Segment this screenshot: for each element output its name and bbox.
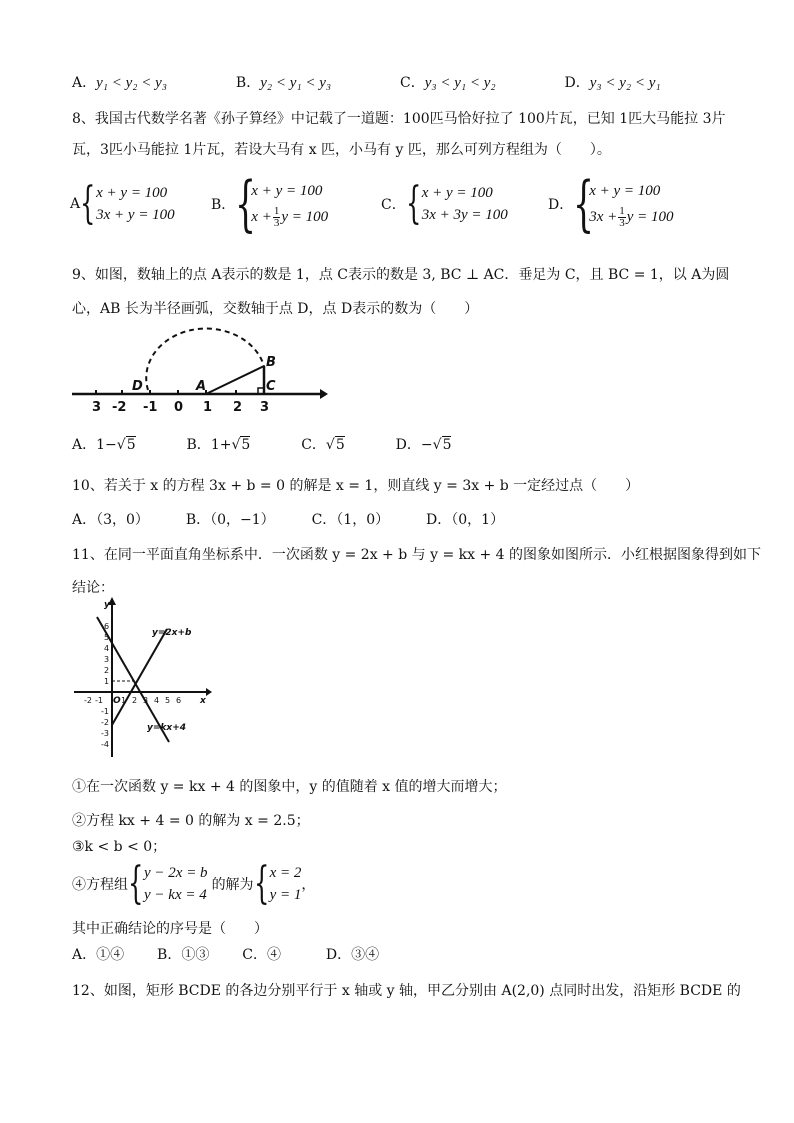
segment-ab	[206, 366, 264, 394]
q8-text-line2: 瓦，3匹小马能拉 1片瓦，若设大马有 x 匹，小马有 y 匹，那么可列方程组为（ ）。	[72, 142, 611, 158]
point-label-c: C	[266, 379, 276, 394]
q9-option-b: B．1+√5	[186, 437, 251, 453]
point-label-b: B	[266, 355, 276, 370]
axis-label-x: x	[200, 696, 206, 706]
q11-option-c: C．④	[242, 947, 281, 963]
y-tick-label: -3	[101, 729, 109, 738]
q8-text-line1: 8、我国古代数学名著《孙子算经》中记载了一道题：100匹马恰好拉了 100片瓦，已知 1匹大马能拉 3片	[72, 111, 726, 127]
q9-option-a: A．1−√5	[72, 437, 136, 453]
x-tick-label: 4	[154, 696, 160, 705]
q11-graph-figure	[72, 597, 212, 759]
q11-question: 其中正确结论的序号是（ ）	[72, 921, 268, 937]
label-y-kx-4: y=kx+4	[147, 723, 187, 733]
q11-statement-3: ③k < b < 0；	[72, 839, 167, 855]
q11-options	[72, 944, 379, 964]
q7-options	[72, 72, 661, 92]
origin-label: O	[113, 696, 121, 706]
q11-statement-4: ④方程组 { y − 2x = b y − kx = 4 的解为 { x = 2 y = 1 ，	[72, 858, 316, 909]
q11-statement-2: ②方程 kx + 4 = 0 的解为 x = 2.5；	[72, 813, 310, 829]
q11-text-line2: 结论：	[72, 580, 114, 596]
point-label-d: D	[132, 379, 143, 394]
y-tick-label: -2	[101, 718, 109, 727]
axis-arrow	[320, 389, 328, 399]
y-tick-label: -4	[101, 740, 109, 749]
q10-option-a: A．（3，0）	[72, 512, 149, 528]
q8-option-d: D． { x + y = 100 3x + $\frac{1}{3}$ y = 100	[548, 169, 674, 239]
q10-text: 10、若关于 x 的方程 3x + b = 0 的解是 x = 1，则直线 y = 3x + b 一定经过点（ ）	[72, 478, 640, 494]
y-tick-label: 1	[104, 677, 110, 686]
y-tick-label: -1	[101, 707, 109, 716]
tick-label: 0	[174, 400, 184, 415]
q11-statement-1: ①在一次函数 y = kx + 4 的图象中，y 的值随着 x 值的增大而增大；	[72, 779, 507, 795]
x-tick-label: 3	[143, 696, 149, 705]
q9-text-line2: 心，AB 长为半径画弧，交数轴于点 D，点 D表示的数为（ ）	[72, 301, 479, 317]
x-tick-label: 1	[121, 696, 127, 705]
y-tick-label: 3	[104, 655, 110, 664]
q8-option-a: A { x + y = 100 3x + y = 100	[70, 178, 175, 229]
q11-option-d: D．③④	[325, 947, 380, 963]
q10-option-c: C．（1，0）	[311, 512, 390, 528]
tick-label: 3	[260, 400, 270, 415]
axis-label-y: y	[104, 600, 110, 610]
y-tick-label: 5	[104, 633, 110, 642]
y-tick-labels	[101, 622, 109, 749]
q9-option-c: C．√5	[301, 437, 345, 453]
q7-option-c: C．y₃ < y₁ < y₂	[399, 75, 496, 91]
tick-label: 1	[203, 400, 213, 415]
point-label-a: A	[196, 379, 207, 394]
y-tick-label: 6	[104, 622, 110, 631]
q8-option-c: C． { x + y = 100 3x + 3y = 100	[381, 178, 508, 229]
q8-option-b: B． { x + y = 100 x + $\frac{1}{3}$ y = 100	[211, 169, 329, 239]
x-tick-label: 5	[165, 696, 171, 705]
q10-option-b: B．（0，−1）	[185, 512, 275, 528]
q9-number-line-figure	[70, 320, 330, 415]
q11-text-line1: 11、在同一平面直角坐标系中．一次函数 y = 2x + b 与 y = kx + 4 的图象如图所示．小红根据图象得到如下	[72, 547, 762, 563]
q7-option-d: D．y₃ < y₂ < y₁	[564, 75, 661, 91]
line-2x-plus-b	[112, 629, 167, 725]
q9-option-d: D．−√5	[395, 437, 452, 453]
label-y-2x-b: y=2x+b	[152, 628, 192, 638]
q10-options	[72, 509, 504, 529]
x-tick-label: 6	[176, 696, 182, 705]
x-tick-label: -2	[84, 696, 92, 705]
tick-label: -2	[112, 400, 127, 415]
tick-label: 2	[233, 400, 243, 415]
q9-options	[72, 434, 451, 454]
x-axis-arrow	[206, 688, 212, 696]
x-tick-labels	[84, 696, 181, 705]
q7-option-b: B．y₂ < y₁ < y₃	[235, 75, 332, 91]
x-tick-label: 2	[132, 696, 138, 705]
y-tick-label: 2	[104, 666, 110, 675]
tick-label: -1	[143, 400, 158, 415]
q9-text-line1: 9、如图，数轴上的点 A表示的数是 1，点 C表示的数是 3, BC ⊥ AC．垂足为 C，且 BC = 1，以 A为圆	[72, 267, 730, 283]
q11-option-a: A．①④	[72, 947, 125, 963]
q10-option-d: D．（0，1）	[426, 512, 505, 528]
x-tick-label: -1	[95, 696, 103, 705]
tick-labels	[92, 400, 269, 415]
q7-option-a: A．y₁ < y₂ < y₃	[72, 75, 167, 91]
tick-label: 3	[92, 400, 102, 415]
q12-text-line1: 12、如图，矩形 BCDE 的各边分别平行于 x 轴或 y 轴，甲乙分别由 A(2,0) 点同时出发，沿矩形 BCDE 的	[72, 983, 741, 999]
y-tick-label: 4	[104, 644, 110, 653]
q11-option-b: B．①③	[157, 947, 210, 963]
